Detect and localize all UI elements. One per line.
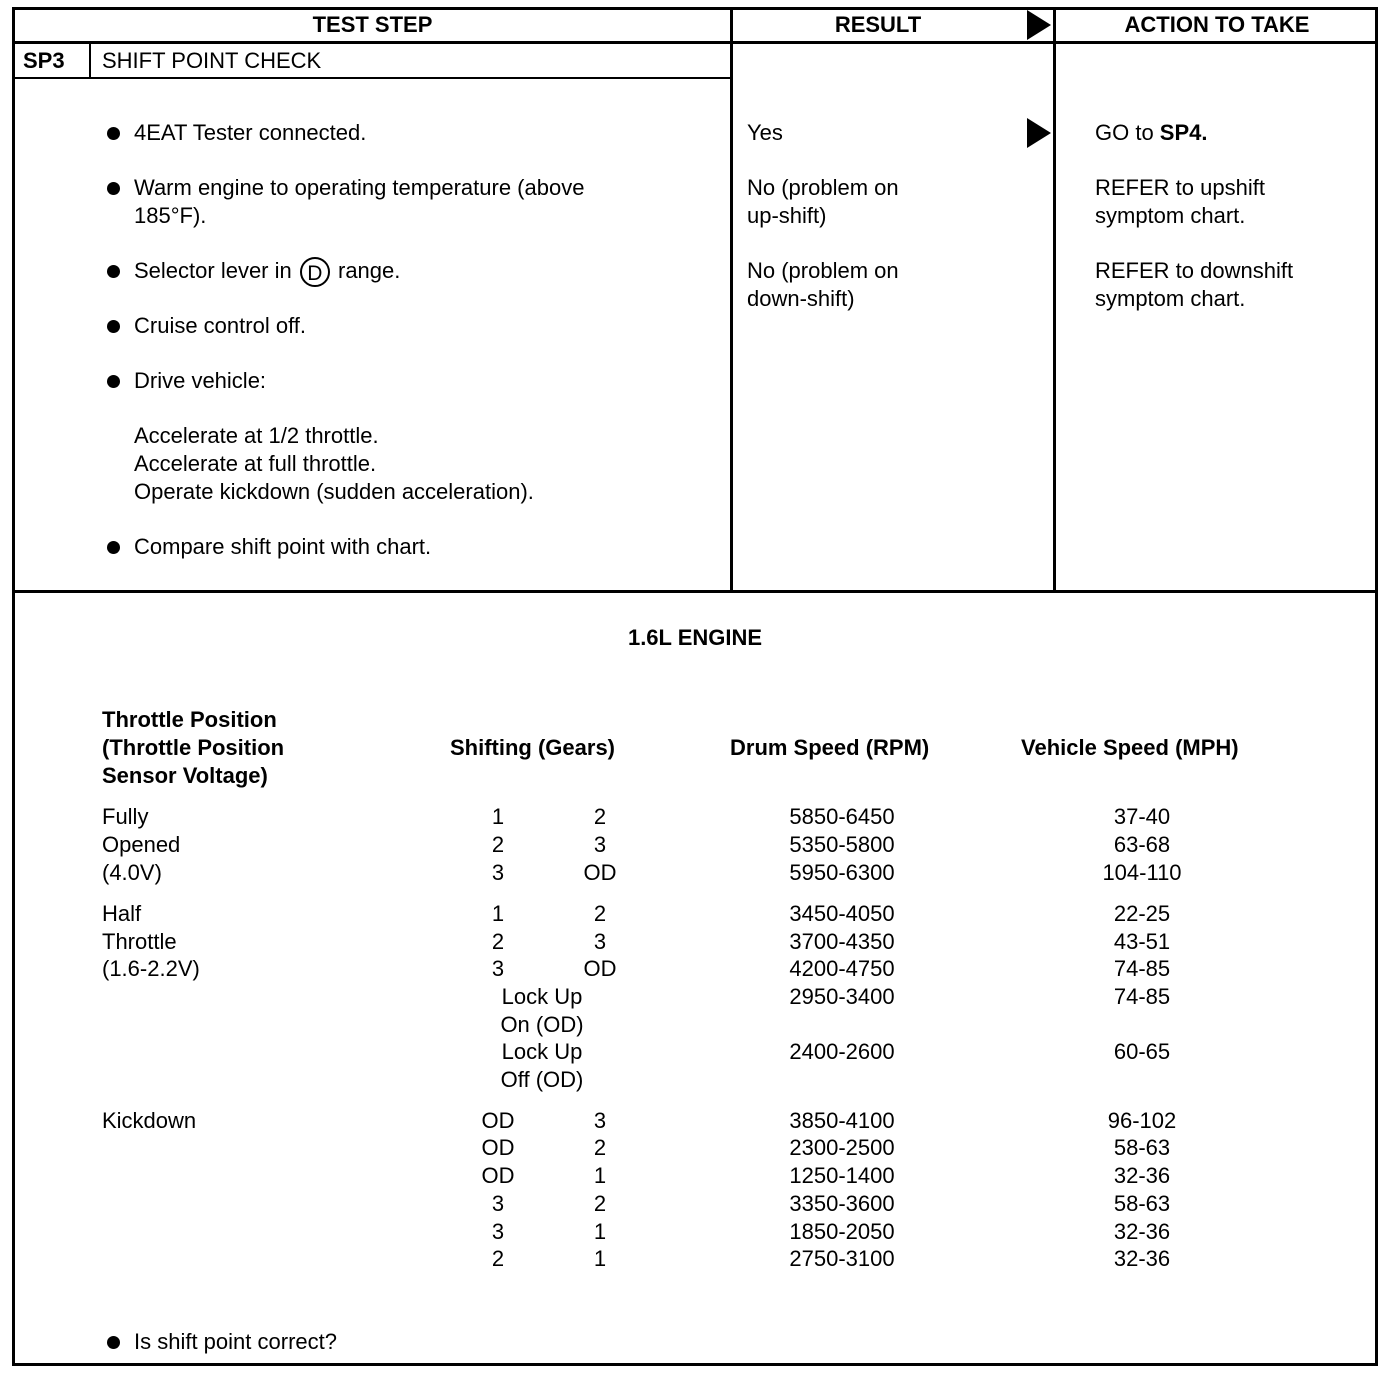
bullet-icon bbox=[107, 541, 120, 554]
drum-speed-value: 5350-5800 bbox=[789, 832, 895, 857]
shift-lockup-label: Lock Up bbox=[501, 984, 583, 1009]
drive-substep-full-throttle: Accelerate at full throttle. bbox=[134, 451, 377, 476]
step-title-divider bbox=[12, 77, 732, 79]
group-label-voltage: (1.6-2.2V) bbox=[102, 956, 200, 981]
vehicle-speed-value: 32-36 bbox=[1113, 1219, 1171, 1244]
header-test-step: TEST STEP bbox=[312, 12, 433, 37]
action-refer-upshift-line2: symptom chart. bbox=[1095, 203, 1246, 228]
shift-to-gear: 2 bbox=[593, 901, 607, 926]
vehicle-speed-value: 32-36 bbox=[1113, 1163, 1171, 1188]
shift-from-gear: 2 bbox=[491, 1246, 505, 1271]
shift-from-gear: 2 bbox=[491, 929, 505, 954]
bullet-selector-lever bbox=[134, 257, 400, 287]
drum-speed-value: 1850-2050 bbox=[789, 1219, 895, 1244]
header-divider bbox=[12, 41, 1378, 44]
drum-speed-value: 3350-3600 bbox=[789, 1191, 895, 1216]
shift-to-gear: 1 bbox=[593, 1219, 607, 1244]
bullet-icon bbox=[107, 127, 120, 140]
bullet-compare-shift-point: Compare shift point with chart. bbox=[134, 534, 432, 559]
drum-speed-value: 4200-4750 bbox=[789, 956, 895, 981]
action-go-to-text: GO to bbox=[1095, 120, 1160, 145]
shift-from-gear: 3 bbox=[491, 1219, 505, 1244]
group-label-fully: Fully bbox=[102, 804, 149, 829]
shift-from-gear: OD bbox=[481, 1108, 515, 1133]
action-refer-upshift-line1: REFER to upshift bbox=[1095, 175, 1265, 200]
bullet-icon bbox=[107, 265, 120, 278]
shift-to-gear: OD bbox=[583, 860, 617, 885]
result-no-downshift-line1: No (problem on bbox=[747, 258, 899, 283]
shift-from-gear: 1 bbox=[491, 901, 505, 926]
shift-to-gear: 3 bbox=[593, 832, 607, 857]
shift-lockup-label: Lock Up bbox=[501, 1039, 583, 1064]
shift-lockup-mode: Off (OD) bbox=[500, 1066, 584, 1092]
group-label-opened: Opened bbox=[102, 832, 181, 857]
drum-speed-value: 3450-4050 bbox=[789, 901, 895, 926]
shift-from-gear: OD bbox=[481, 1135, 515, 1160]
group-label-4v: (4.0V) bbox=[102, 860, 162, 885]
shift-to-gear: 3 bbox=[593, 1108, 607, 1133]
group-label-half: Half bbox=[102, 901, 142, 926]
frame-bottom bbox=[12, 1363, 1378, 1366]
result-no-upshift-line2: up-shift) bbox=[747, 203, 827, 228]
shift-from-gear: OD bbox=[481, 1163, 515, 1188]
drum-speed-value: 3700-4350 bbox=[789, 929, 895, 954]
action-sp4-link: SP4. bbox=[1159, 120, 1208, 145]
shift-to-gear: 2 bbox=[593, 804, 607, 829]
vehicle-speed-value: 32-36 bbox=[1113, 1246, 1171, 1271]
vehicle-speed-value: 104-110 bbox=[1102, 860, 1182, 885]
bullet-drive-vehicle: Drive vehicle: bbox=[134, 368, 267, 393]
header-result: RESULT bbox=[834, 12, 922, 37]
shift-to-gear: OD bbox=[583, 956, 617, 981]
bullet-icon bbox=[107, 1336, 120, 1349]
vehicle-speed-value: 58-63 bbox=[1113, 1191, 1171, 1216]
chart-section-divider bbox=[12, 590, 1378, 593]
shift-to-gear: 1 bbox=[593, 1246, 607, 1271]
drive-range-circle-icon: D bbox=[300, 257, 330, 287]
bullet-cruise-control: Cruise control off. bbox=[134, 313, 307, 338]
col-divider-result bbox=[730, 7, 733, 592]
result-yes: Yes bbox=[747, 120, 783, 145]
action-refer-downshift-line1: REFER to downshift bbox=[1095, 258, 1294, 283]
chart-title: 1.6L ENGINE bbox=[627, 625, 763, 650]
drum-speed-value: 2950-3400 bbox=[789, 984, 895, 1009]
drum-speed-value: 2750-3100 bbox=[789, 1246, 895, 1271]
selector-lever-text-post: range. bbox=[338, 258, 401, 283]
result-no-upshift-line1: No (problem on bbox=[747, 175, 899, 200]
chart-col-throttle-line3: Sensor Voltage) bbox=[102, 763, 268, 788]
drum-speed-value: 5850-6450 bbox=[789, 804, 895, 829]
result-no-downshift-line2: down-shift) bbox=[747, 286, 855, 311]
vehicle-speed-value: 43-51 bbox=[1113, 929, 1171, 954]
drive-substep-half-throttle: Accelerate at 1/2 throttle. bbox=[134, 423, 379, 448]
bullet-tester-connected: 4EAT Tester connected. bbox=[134, 120, 367, 145]
shift-from-gear: 3 bbox=[491, 1191, 505, 1216]
step-title: SHIFT POINT CHECK bbox=[102, 48, 322, 73]
group-label-throttle: Throttle bbox=[102, 929, 177, 954]
shift-to-gear: 2 bbox=[593, 1135, 607, 1160]
vehicle-speed-value: 63-68 bbox=[1113, 832, 1171, 857]
drum-speed-value: 2300-2500 bbox=[789, 1135, 895, 1160]
result-arrow-icon bbox=[1027, 118, 1051, 148]
action-refer-downshift-line2: symptom chart. bbox=[1095, 286, 1246, 311]
vehicle-speed-value: 37-40 bbox=[1113, 804, 1171, 829]
chart-col-drum-speed: Drum Speed (RPM) bbox=[730, 735, 930, 760]
step-id: SP3 bbox=[23, 48, 65, 73]
group-label-kickdown: Kickdown bbox=[102, 1108, 197, 1133]
step-id-divider bbox=[89, 41, 91, 79]
selector-lever-text-pre: Selector lever in bbox=[134, 258, 292, 283]
vehicle-speed-value: 74-85 bbox=[1113, 984, 1171, 1009]
shift-lockup-mode: On (OD) bbox=[500, 1011, 584, 1037]
chart-col-throttle-line1: Throttle Position bbox=[102, 707, 277, 732]
bullet-icon bbox=[107, 375, 120, 388]
shift-to-gear: 3 bbox=[593, 929, 607, 954]
header-action: ACTION TO TAKE bbox=[1124, 12, 1310, 37]
drive-substep-kickdown: Operate kickdown (sudden acceleration). bbox=[134, 479, 534, 504]
frame-left bbox=[12, 7, 15, 1366]
header-arrow-icon bbox=[1027, 10, 1051, 40]
drum-speed-value: 2400-2600 bbox=[789, 1039, 895, 1064]
bullet-warm-engine-line2: 185°F). bbox=[134, 203, 207, 228]
bullet-icon bbox=[107, 320, 120, 333]
chart-col-throttle-line2: (Throttle Position bbox=[102, 735, 285, 760]
bullet-icon bbox=[107, 182, 120, 195]
vehicle-speed-value: 74-85 bbox=[1113, 956, 1171, 981]
vehicle-speed-value: 60-65 bbox=[1113, 1039, 1171, 1064]
col-divider-action bbox=[1053, 7, 1056, 592]
drum-speed-value: 1250-1400 bbox=[789, 1163, 895, 1188]
bullet-warm-engine-line1: Warm engine to operating temperature (above bbox=[134, 175, 585, 200]
drum-speed-value: 5950-6300 bbox=[789, 860, 895, 885]
bullet-shift-point-correct: Is shift point correct? bbox=[134, 1329, 337, 1354]
action-go-to-sp4 bbox=[1095, 119, 1208, 147]
vehicle-speed-value: 58-63 bbox=[1113, 1135, 1171, 1160]
vehicle-speed-value: 22-25 bbox=[1113, 901, 1171, 926]
drum-speed-value: 3850-4100 bbox=[789, 1108, 895, 1133]
chart-col-vehicle-speed: Vehicle Speed (MPH) bbox=[1021, 735, 1239, 760]
frame-top bbox=[12, 7, 1378, 10]
shift-to-gear: 2 bbox=[593, 1191, 607, 1216]
chart-col-shifting: Shifting (Gears) bbox=[450, 735, 616, 760]
vehicle-speed-value: 96-102 bbox=[1107, 1108, 1177, 1133]
shift-from-gear: 1 bbox=[491, 804, 505, 829]
shift-from-gear: 3 bbox=[491, 860, 505, 885]
shift-to-gear: 1 bbox=[593, 1163, 607, 1188]
shift-from-gear: 2 bbox=[491, 832, 505, 857]
frame-right bbox=[1375, 7, 1378, 1366]
shift-from-gear: 3 bbox=[491, 956, 505, 981]
